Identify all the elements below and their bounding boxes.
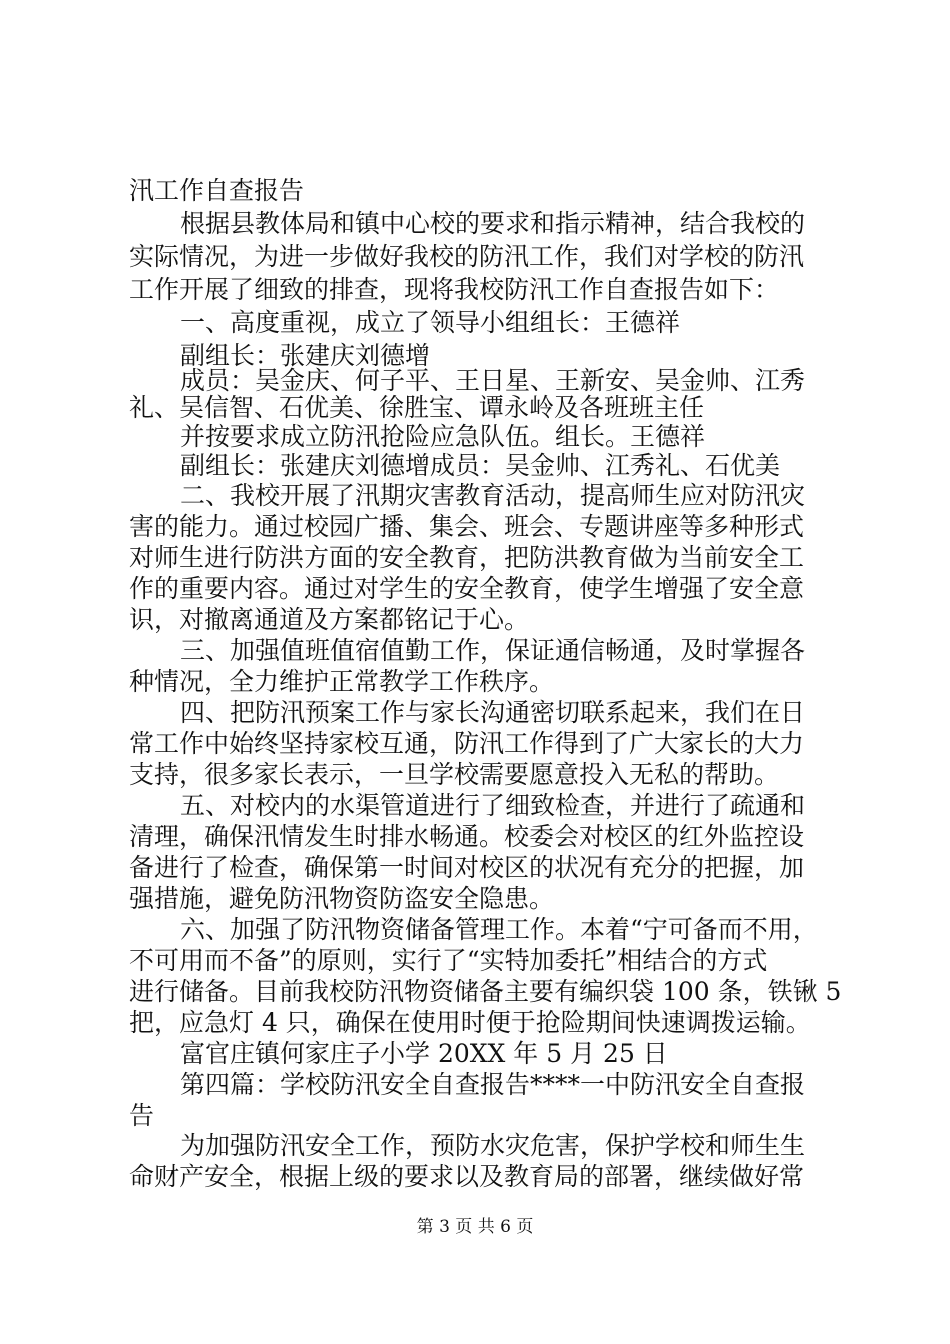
text-line: 副组长：张建庆刘德增 xyxy=(180,341,431,370)
page-number-footer: 第 3 页 共 6 页 xyxy=(416,1217,534,1237)
text-line: 四、把防汛预案工作与家长沟通密切联系起来，我们在日 xyxy=(180,698,806,727)
text-line: 并按要求成立防汛抢险应急队伍。组长。王德祥 xyxy=(180,422,706,451)
text-line: 副组长：张建庆刘德增成员：吴金帅、江秀礼、石优美 xyxy=(180,451,781,480)
text-line: 不可用而不备”的原则，实行了“实特加委托”相结合的方式 xyxy=(129,946,768,975)
text-line: 六、加强了防汛物资储备管理工作。本着“宁可备而不用， xyxy=(180,915,818,944)
text-line: 五、对校内的水渠管道进行了细致检查，并进行了疏通和 xyxy=(180,791,806,820)
text-line: 命财产安全，根据上级的要求以及教育局的部署，继续做好常 xyxy=(129,1162,805,1191)
text-line: 支持，很多家长表示，一旦学校需要愿意投入无私的帮助。 xyxy=(129,760,780,789)
text-line: 备进行了检查，确保第一时间对校区的状况有充分的把握，加 xyxy=(129,853,805,882)
text-line: 识，对撤离通道及方案都铭记于心。 xyxy=(129,605,530,634)
text-line: 常工作中始终坚持家校互通，防汛工作得到了广大家长的大力 xyxy=(129,729,805,758)
text-line: 清理，确保汛情发生时排水畅通。校委会对校区的红外监控设 xyxy=(129,822,805,851)
text-line: 为加强防汛安全工作，预防水灾危害，保护学校和师生生 xyxy=(180,1131,806,1160)
text-line: 一、高度重视，成立了领导小组组长：王德祥 xyxy=(180,308,681,337)
text-line: 作的重要内容。通过对学生的安全教育，使学生增强了安全意 xyxy=(129,574,805,603)
text-line: 汛工作自查报告 xyxy=(129,176,305,205)
text-line: 第四篇：学校防汛安全自查报告****一中防汛安全自查报 xyxy=(180,1070,806,1099)
text-line: 实际情况，为进一步做好我校的防汛工作，我们对学校的防汛 xyxy=(129,242,805,271)
text-line: 告 xyxy=(129,1101,155,1130)
text-line: 强措施，避免防汛物资防盗安全隐患。 xyxy=(129,884,555,913)
text-line: 把，应急灯 4 只，确保在使用时便于抢险期间快速调拨运输。 xyxy=(129,1008,811,1037)
text-line: 成员：吴金庆、何子平、王日星、王新安、吴金帅、江秀 xyxy=(180,366,806,395)
text-line: 三、加强值班值宿值勤工作，保证通信畅通，及时掌握各 xyxy=(180,636,806,665)
text-line: 害的能力。通过校园广播、集会、班会、专题讲座等多种形式 xyxy=(129,512,805,541)
text-line: 根据县教体局和镇中心校的要求和指示精神，结合我校的 xyxy=(180,209,806,238)
text-line: 工作开展了细致的排查，现将我校防汛工作自查报告如下： xyxy=(129,275,780,304)
text-line: 二、我校开展了汛期灾害教育活动，提高师生应对防汛灾 xyxy=(180,481,806,510)
text-line: 种情况，全力维护正常教学工作秩序。 xyxy=(129,667,555,696)
text-line: 富官庄镇何家庄子小学 20XX 年 5 月 25 日 xyxy=(180,1039,668,1068)
text-line: 礼、吴信智、石优美、徐胜宝、谭永岭及各班班主任 xyxy=(129,393,705,422)
text-line: 对师生进行防洪方面的安全教育，把防洪教育做为当前安全工 xyxy=(129,543,805,572)
text-line: 进行储备。目前我校防汛物资储备主要有编织袋 100 条，铁锹 5 xyxy=(129,977,842,1006)
